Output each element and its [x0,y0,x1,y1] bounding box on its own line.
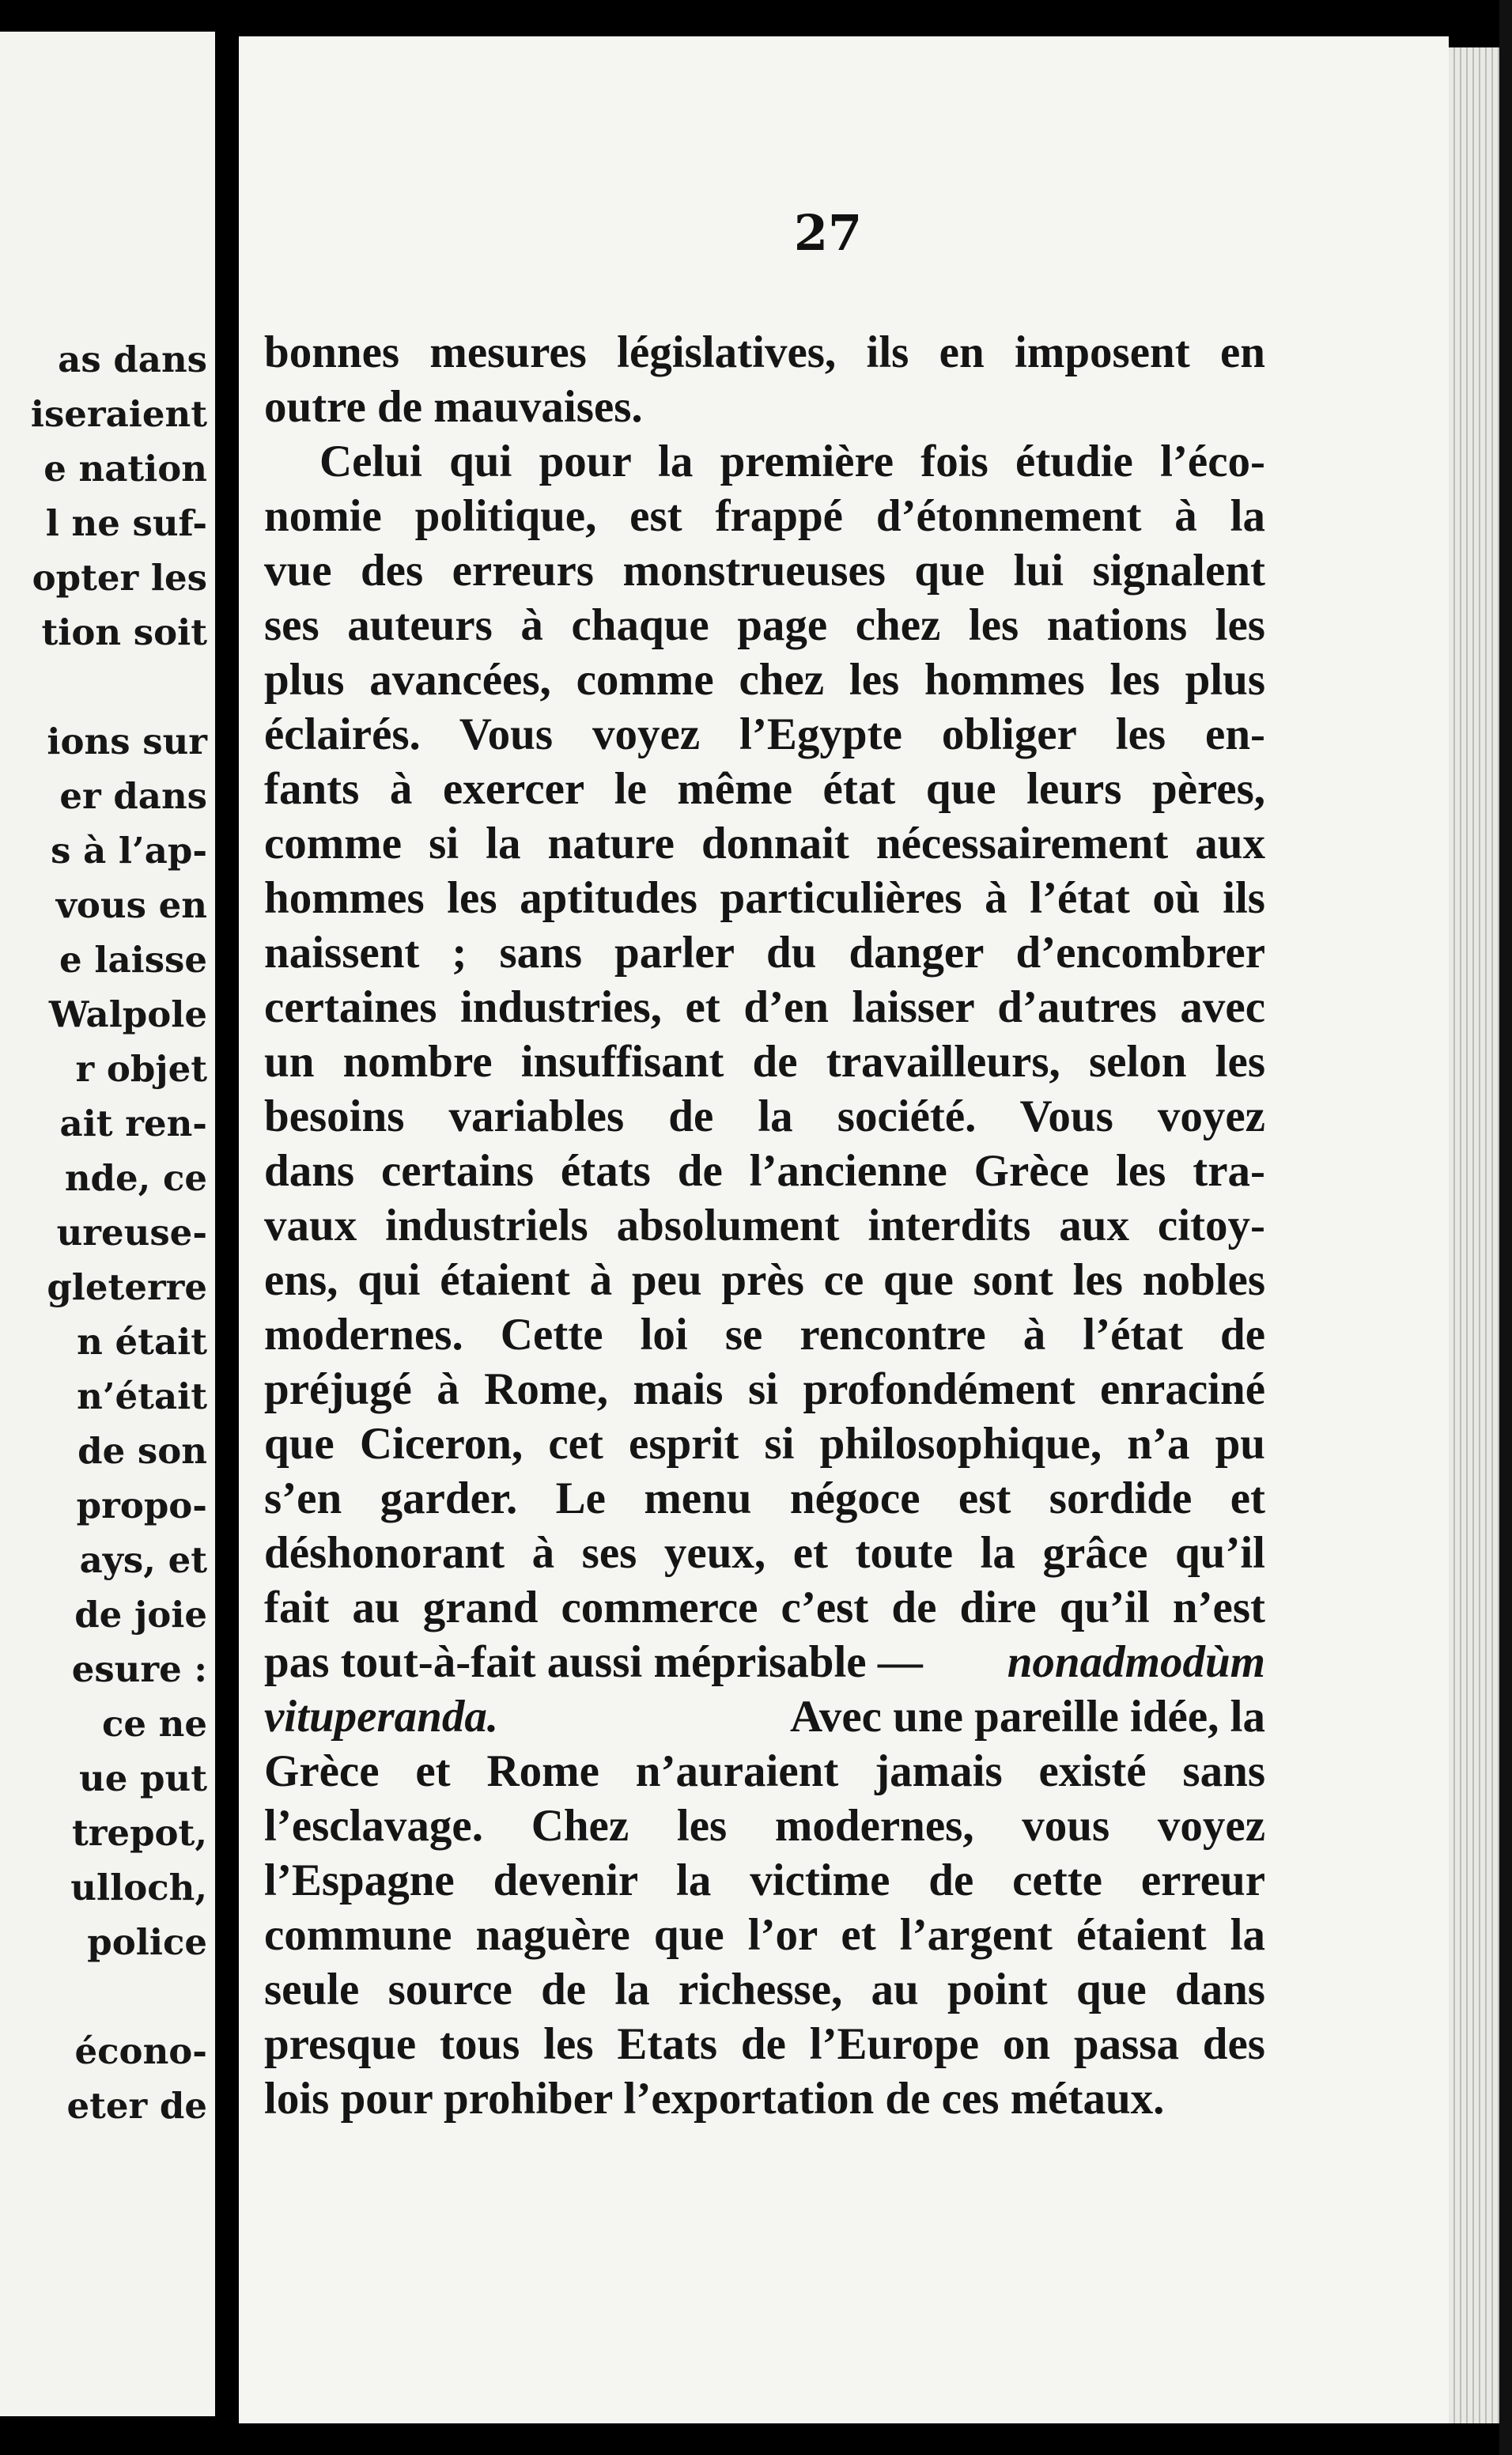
left-page-fragment: de joie [74,1594,207,1636]
left-page-fragment: iseraient [30,393,207,435]
body-text [264,325,1265,2126]
text-line: vaux industriels absolument interdits aux citoy- [264,1201,1265,1250]
text-line: un nombre insuffisant de travailleurs, selon les [264,1037,1265,1087]
left-page-fragment: ait ren- [59,1103,207,1144]
left-page-fragment: eter de [66,2085,207,2127]
text-line: éclairés. Vous voyez l’Egypte obliger les en- [264,709,1265,759]
text-line: préjugé à Rome, mais si profondément enraciné [264,1364,1265,1414]
left-page-fragment: ue put [79,1757,207,1799]
left-facing-page [0,32,215,2416]
text-segment: pas tout-à-fait aussi méprisable — [264,1637,923,1687]
text-line: s’en garder. Le menu négoce est sordide et [264,1473,1265,1523]
left-page-fragment: police [87,1921,207,1963]
text-line: naissent ; sans parler du danger d’encombrer [264,928,1265,978]
left-page-fragment: e nation [43,448,207,490]
left-page-fragment: trepot, [71,1812,207,1854]
left-page-fragment: ays, et [79,1539,207,1581]
text-line: presque tous les Etats de l’Europe on passa des [264,2019,1265,2069]
left-page-fragment: esure : [71,1648,207,1690]
left-page-fragment: opter les [32,557,207,599]
text-line: comme si la nature donnait nécessairement aux [264,819,1265,868]
text-line: Celui qui pour la première fois étudie l’éco- [319,437,1265,486]
text-line-mixed [264,1689,1265,1744]
text-segment: Avec une pareille idée, la [789,1692,1265,1742]
left-page-fragment: Walpole [48,993,207,1035]
text-line: que Ciceron, cet esprit si philosophique, n’a pu [264,1419,1265,1469]
text-line: seule source de la richesse, au point que dans [264,1965,1265,2014]
text-line: besoins variables de la société. Vous voyez [264,1091,1265,1141]
text-line: bonnes mesures législatives, ils en imposent en [264,327,1265,377]
left-page-fragment: as dans [58,339,207,380]
left-page-fragment: n était [77,1321,207,1363]
text-line: certaines industries, et d’en laisser d’autres avec [264,982,1265,1032]
text-line-mixed [264,1635,1265,1689]
left-page-fragment: propo- [76,1485,207,1526]
left-page-fragment: gleterre [47,1266,207,1308]
left-page-fragment: n’était [77,1375,207,1417]
text-line: vue des erreurs monstrueuses que lui signalent [264,546,1265,596]
text-line: commune naguère que l’or et l’argent étaient la [264,1910,1265,1960]
left-page-fragment: r objet [75,1048,207,1090]
left-page-fragment: vous en [55,884,207,926]
text-line: l’Espagne devenir la victime de cette erreur [264,1855,1265,1905]
text-line: l’esclavage. Chez les modernes, vous voyez [264,1801,1265,1851]
left-page-fragment: écono- [74,2030,207,2072]
page-edge-stack [1449,47,1499,2423]
text-line: Grèce et Rome n’auraient jamais existé sans [264,1746,1265,1796]
left-page-fragment: ulloch, [70,1867,207,1908]
scan-border [1499,0,1512,2455]
main-page [239,36,1449,2423]
left-page-fragment: de son [77,1430,207,1472]
text-line: ens, qui étaient à peu près ce que sont les nobles [264,1255,1265,1305]
left-page-fragment: tion soit [41,611,207,653]
text-line: modernes. Cette loi se rencontre à l’état de [264,1310,1265,1360]
text-line: outre de mauvaises. [264,382,643,432]
text-line: ses auteurs à chaque page chez les nations les [264,600,1265,650]
left-page-fragment: l ne suf- [45,502,207,544]
left-page-fragment: ce ne [101,1703,207,1745]
italic-segment: nonadmodùm [1007,1637,1265,1687]
page-number: 27 [793,204,863,262]
text-line: dans certains états de l’ancienne Grèce les tra- [264,1146,1265,1196]
left-page-fragment: ureuse- [56,1212,207,1254]
left-page-fragment: ions sur [47,721,207,762]
text-line: nomie politique, est frappé d’étonnement à la [264,491,1265,541]
text-line: fants à exercer le même état que leurs pères, [264,764,1265,814]
left-page-fragment: e laisse [59,939,207,981]
left-page-fragment: er dans [59,775,207,817]
text-line: hommes les aptitudes particulières à l’état où ils [264,873,1265,923]
text-line: plus avancées, comme chez les hommes les plus [264,655,1265,705]
text-line: déshonorant à ses yeux, et toute la grâce qu’il [264,1528,1265,1578]
text-line: fait au grand commerce c’est de dire qu’il n’est [264,1583,1265,1632]
left-page-fragment: s à l’ap- [51,830,207,872]
italic-segment: vituperanda. [264,1692,499,1742]
left-page-fragment: nde, ce [64,1157,207,1199]
text-line: lois pour prohiber l’exportation de ces métaux. [264,2074,1165,2124]
